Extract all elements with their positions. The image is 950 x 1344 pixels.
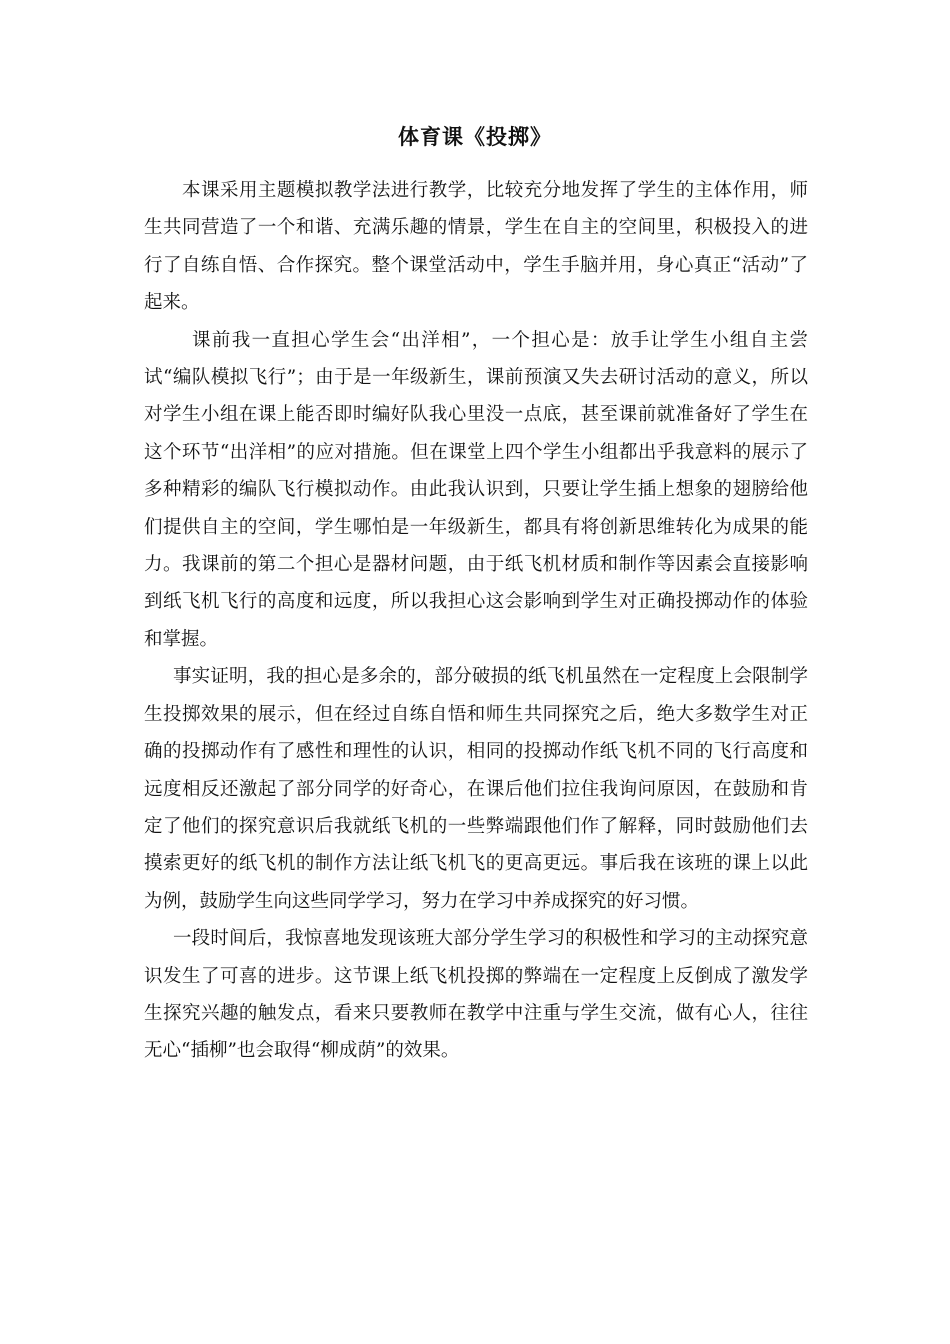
paragraph-1: 本课采用主题模拟教学法进行教学，比较充分地发挥了学生的主体作用，师生共同营造了一个和谐、充满乐趣的情景，学生在自主的空间里，积极投入的进行了自练自悟、合作探究。整个课堂活动中，学生手脑并用，身心真正“活动”了起来。	[144, 180, 808, 314]
document-title: 体育课《投掷》	[398, 124, 552, 149]
paragraph-4: 一段时间后，我惊喜地发现该班大部分学生学习的积极性和学习的主动探究意识发生了可喜的进步。这节课上纸飞机投掷的弊端在一定程度上反倒成了激发学生探究兴趣的触发点，看来只要教师在教学中注重与学生交流，做有心人，往往无心“插柳”也会取得“柳成荫”的效果。	[144, 928, 808, 1062]
paragraph-3: 事实证明，我的担心是多余的，部分破损的纸飞机虽然在一定程度上会限制学生投掷效果的展示，但在经过自练自悟和师生共同探究之后，绝大多数学生对正确的投掷动作有了感性和理性的认识，相同的投掷动作纸飞机不同的飞行高度和远度相反还激起了部分同学的好奇心，在课后他们拉住我询问原因，在鼓励和肯定了他们的探究意识后我就纸飞机的一些弊端跟他们作了解释，同时鼓励他们去摸索更好的纸飞机的制作方法让纸飞机飞的更高更远。事后我在该班的课上以此为例，鼓励学生向这些同学学习，努力在学习中养成探究的好习惯。	[144, 666, 808, 912]
document-body	[144, 172, 808, 1070]
paragraph-2: 课前我一直担心学生会“出洋相”，一个担心是：放手让学生小组自主尝试“编队模拟飞行”；由于是一年级新生，课前预演又失去研讨活动的意义，所以对学生小组在课上能否即时编好队我心里没一点底，甚至课前就准备好了学生在这个环节“出洋相”的应对措施。但在课堂上四个学生小组都出乎我意料的展示了多种精彩的编队飞行模拟动作。由此我认识到，只要让学生插上想象的翅膀给他们提供自主的空间，学生哪怕是一年级新生，都具有将创新思维转化为成果的能力。我课前的第二个担心是器材问题，由于纸飞机材质和制作等因素会直接影响到纸飞机飞行的高度和远度，所以我担心这会影响到学生对正确投掷动作的体验和掌握。	[144, 329, 808, 650]
